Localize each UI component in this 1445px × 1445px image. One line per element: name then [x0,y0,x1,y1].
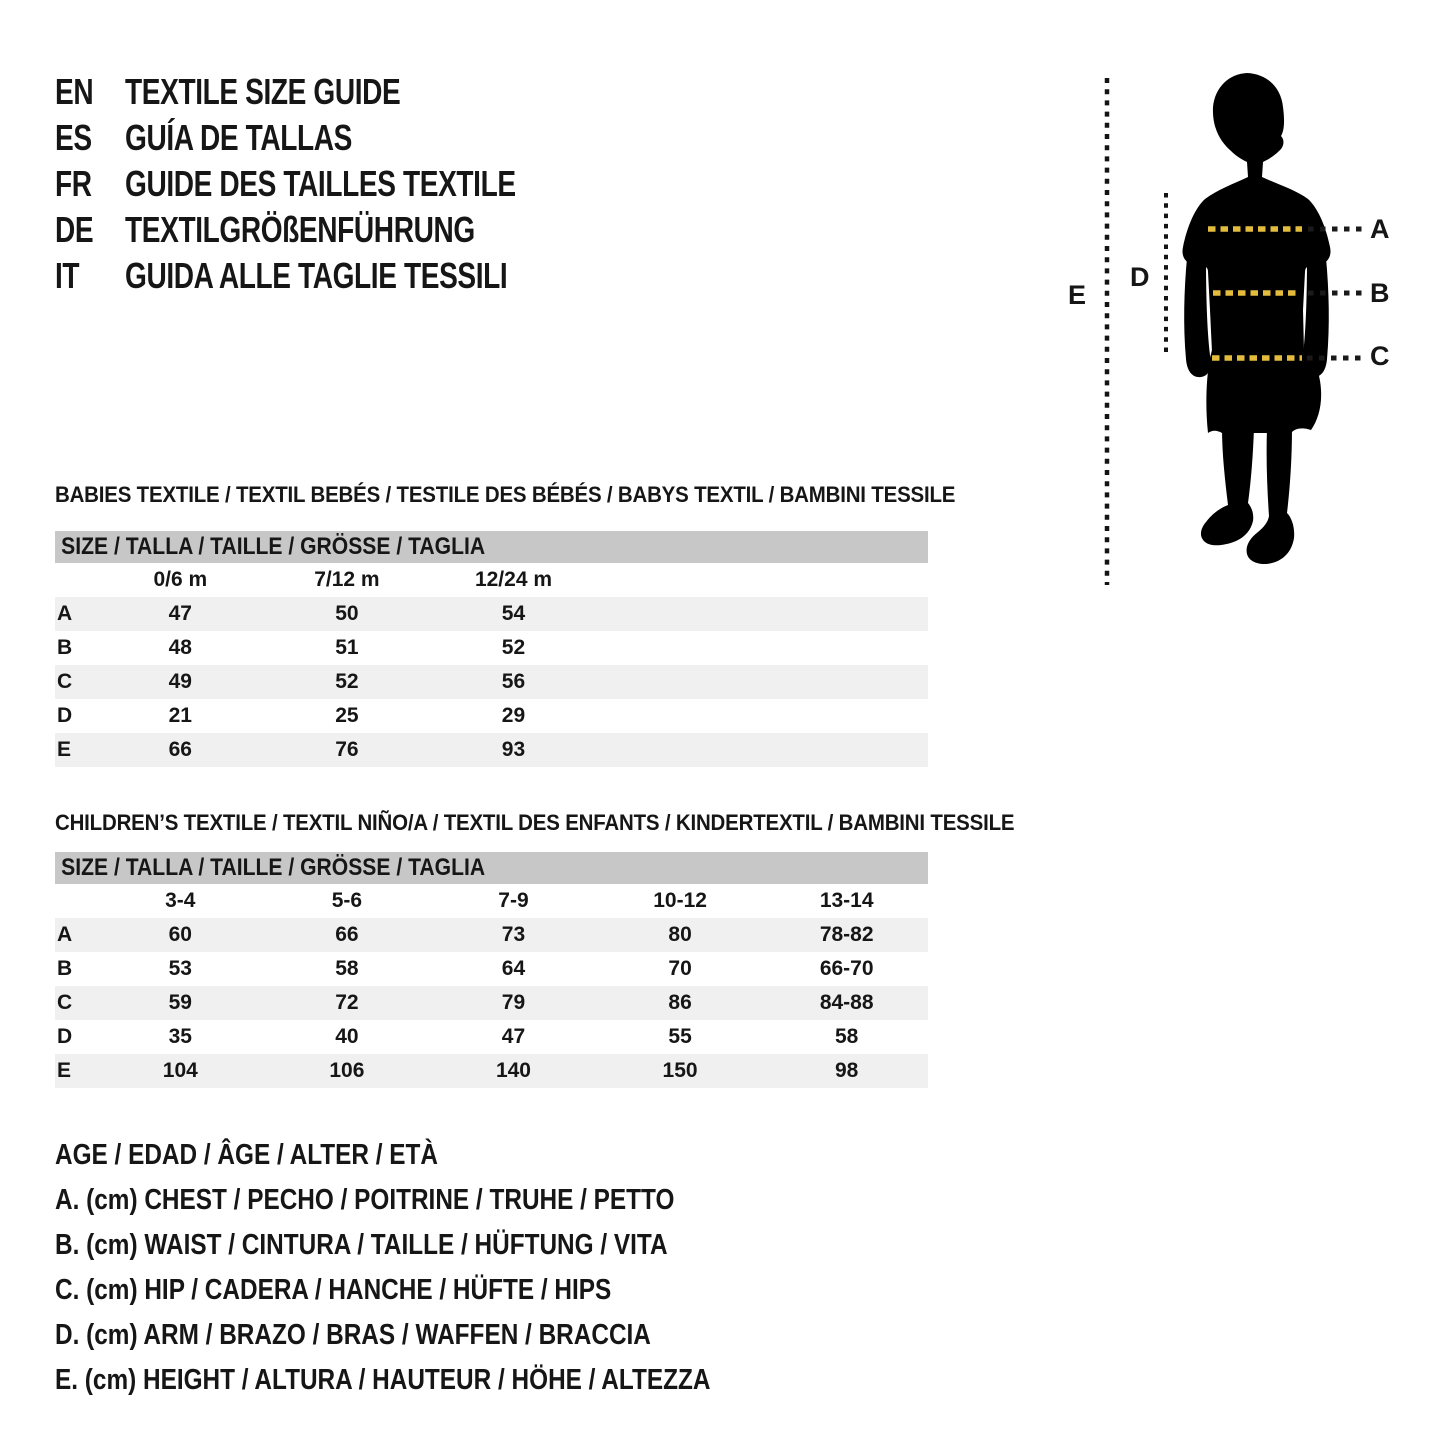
row-label: D [57,704,73,727]
cell-value: 29 [501,704,526,727]
cell-value: 150 [662,1059,698,1082]
title-es: GUÍA DE TALLAS [125,117,352,158]
row-label: B [57,636,73,659]
row-label: A [57,602,73,625]
cell-value: 58 [834,1025,859,1048]
babies-size-header-bar [55,531,928,563]
legend-chest: A. (cm) CHEST / PECHO / POITRINE / TRUHE / PETTO [55,1184,675,1216]
children-column-header-row [55,884,928,918]
cell-value: 72 [335,991,359,1014]
title-fr: GUIDE DES TAILLES TEXTILE [125,163,516,204]
lang-code-fr: FR [55,163,92,204]
legend-arm: D. (cm) ARM / BRAZO / BRAS / WAFFEN / BRACCIA [55,1319,651,1351]
cell-value: 66-70 [819,957,874,980]
measurement-diagram [1040,60,1445,600]
babies-col-0-6m: 0/6 m [153,568,208,591]
cell-value: 53 [168,957,192,980]
table-row [55,1054,928,1088]
label-waist-b: B [1370,278,1390,308]
row-label: C [57,670,73,693]
language-title-block [55,69,626,299]
table-row [55,665,928,699]
cell-value: 52 [335,670,359,693]
children-size-header-bar [55,852,928,884]
row-label: D [57,1025,73,1048]
table-row [55,986,928,1020]
babies-column-header-row [55,563,928,597]
title-en: TEXTILE SIZE GUIDE [125,71,401,112]
babies-size-header-text: SIZE / TALLA / TAILLE / GRÖSSE / TAGLIA [61,533,486,560]
silhouette-left-leg-shoe [1201,428,1254,545]
cell-value: 47 [168,602,192,625]
row-label: E [57,738,72,761]
lang-code-de: DE [55,209,94,250]
row-label: A [57,923,73,946]
cell-value: 80 [668,923,692,946]
cell-value: 48 [168,636,192,659]
title-line-fr [55,161,626,207]
babies-section-heading: BABIES TEXTILE / TEXTIL BEBÉS / TESTILE DES BÉBÉS / BABYS TEXTIL / BAMBINI TESSILE [55,482,956,507]
cell-value: 52 [501,636,526,659]
cell-value: 76 [335,738,359,761]
cell-value: 60 [168,923,192,946]
cell-value: 54 [501,602,526,625]
children-size-table [55,852,928,1088]
cell-value: 104 [162,1059,198,1082]
cell-value: 50 [335,602,359,625]
cell-value: 51 [335,636,359,659]
cell-value: 55 [668,1025,692,1048]
silhouette-right-leg-shoe [1247,428,1295,564]
legend-height: E. (cm) HEIGHT / ALTURA / HAUTEUR / HÖHE / ALTEZZA [55,1364,711,1396]
cell-value: 35 [168,1025,192,1048]
title-line-en [55,69,626,115]
cell-value: 66 [168,738,192,761]
cell-value: 70 [668,957,692,980]
cell-value: 58 [335,957,359,980]
cell-value: 86 [668,991,692,1014]
silhouette-left-arm [1184,258,1210,377]
babies-col-12-24m: 12/24 m [474,568,553,591]
label-arm-d: D [1130,262,1150,292]
legend-waist: B. (cm) WAIST / CINTURA / TAILLE / HÜFTUNG / VITA [55,1229,668,1261]
cell-value: 56 [501,670,526,693]
table-row [55,597,928,631]
babies-col-7-12m: 7/12 m [314,568,380,591]
legend-hip: C. (cm) HIP / CADERA / HANCHE / HÜFTE / HIPS [55,1274,612,1306]
table-row [55,699,928,733]
table-row [55,631,928,665]
silhouette-right-arm [1302,258,1328,377]
children-section-heading: CHILDREN’S TEXTILE / TEXTIL NIÑO/A / TEXTIL DES ENFANTS / KINDERTEXTIL / BAMBINI TESSILE [55,810,1015,835]
cell-value: 78-82 [819,923,874,946]
children-col-13-14: 13-14 [819,889,874,912]
cell-value: 49 [168,670,192,693]
table-row [55,918,928,952]
table-row [55,952,928,986]
cell-value: 25 [335,704,359,727]
cell-value: 106 [329,1059,365,1082]
row-label: C [57,991,73,1014]
label-hip-c: C [1370,341,1390,371]
row-label: B [57,957,73,980]
label-height-e: E [1068,280,1087,310]
cell-value: 84-88 [819,991,874,1014]
children-col-5-6: 5-6 [331,889,363,912]
cell-value: 79 [501,991,526,1014]
babies-size-table [55,531,928,767]
children-col-10-12: 10-12 [653,889,707,912]
cell-value: 66 [335,923,359,946]
table-row [55,1020,928,1054]
title-line-de [55,207,626,253]
cell-value: 21 [168,704,192,727]
children-col-7-9: 7-9 [498,889,529,912]
title-line-it [55,253,626,299]
label-chest-a: A [1370,214,1390,244]
lang-code-it: IT [55,255,80,296]
cell-value: 59 [168,991,192,1014]
child-silhouette [1182,73,1330,564]
cell-value: 93 [501,738,526,761]
legend-age: AGE / EDAD / ÂGE / ALTER / ETÀ [55,1139,439,1171]
cell-value: 64 [501,957,526,980]
cell-value: 47 [501,1025,526,1048]
child-silhouette-figure [1040,60,1445,600]
children-col-3-4: 3-4 [165,889,196,912]
title-line-es [55,115,626,161]
cell-value: 40 [335,1025,359,1048]
row-label: E [57,1059,72,1082]
children-size-header-text: SIZE / TALLA / TAILLE / GRÖSSE / TAGLIA [61,854,486,881]
title-de: TEXTILGRÖßENFÜHRUNG [125,209,475,250]
title-it: GUIDA ALLE TAGLIE TESSILI [125,255,508,296]
lang-code-en: EN [55,71,94,112]
cell-value: 98 [834,1059,859,1082]
measurement-legend [55,1133,835,1403]
table-row [55,733,928,767]
cell-value: 140 [495,1059,531,1082]
lang-code-es: ES [55,117,92,158]
cell-value: 73 [501,923,526,946]
